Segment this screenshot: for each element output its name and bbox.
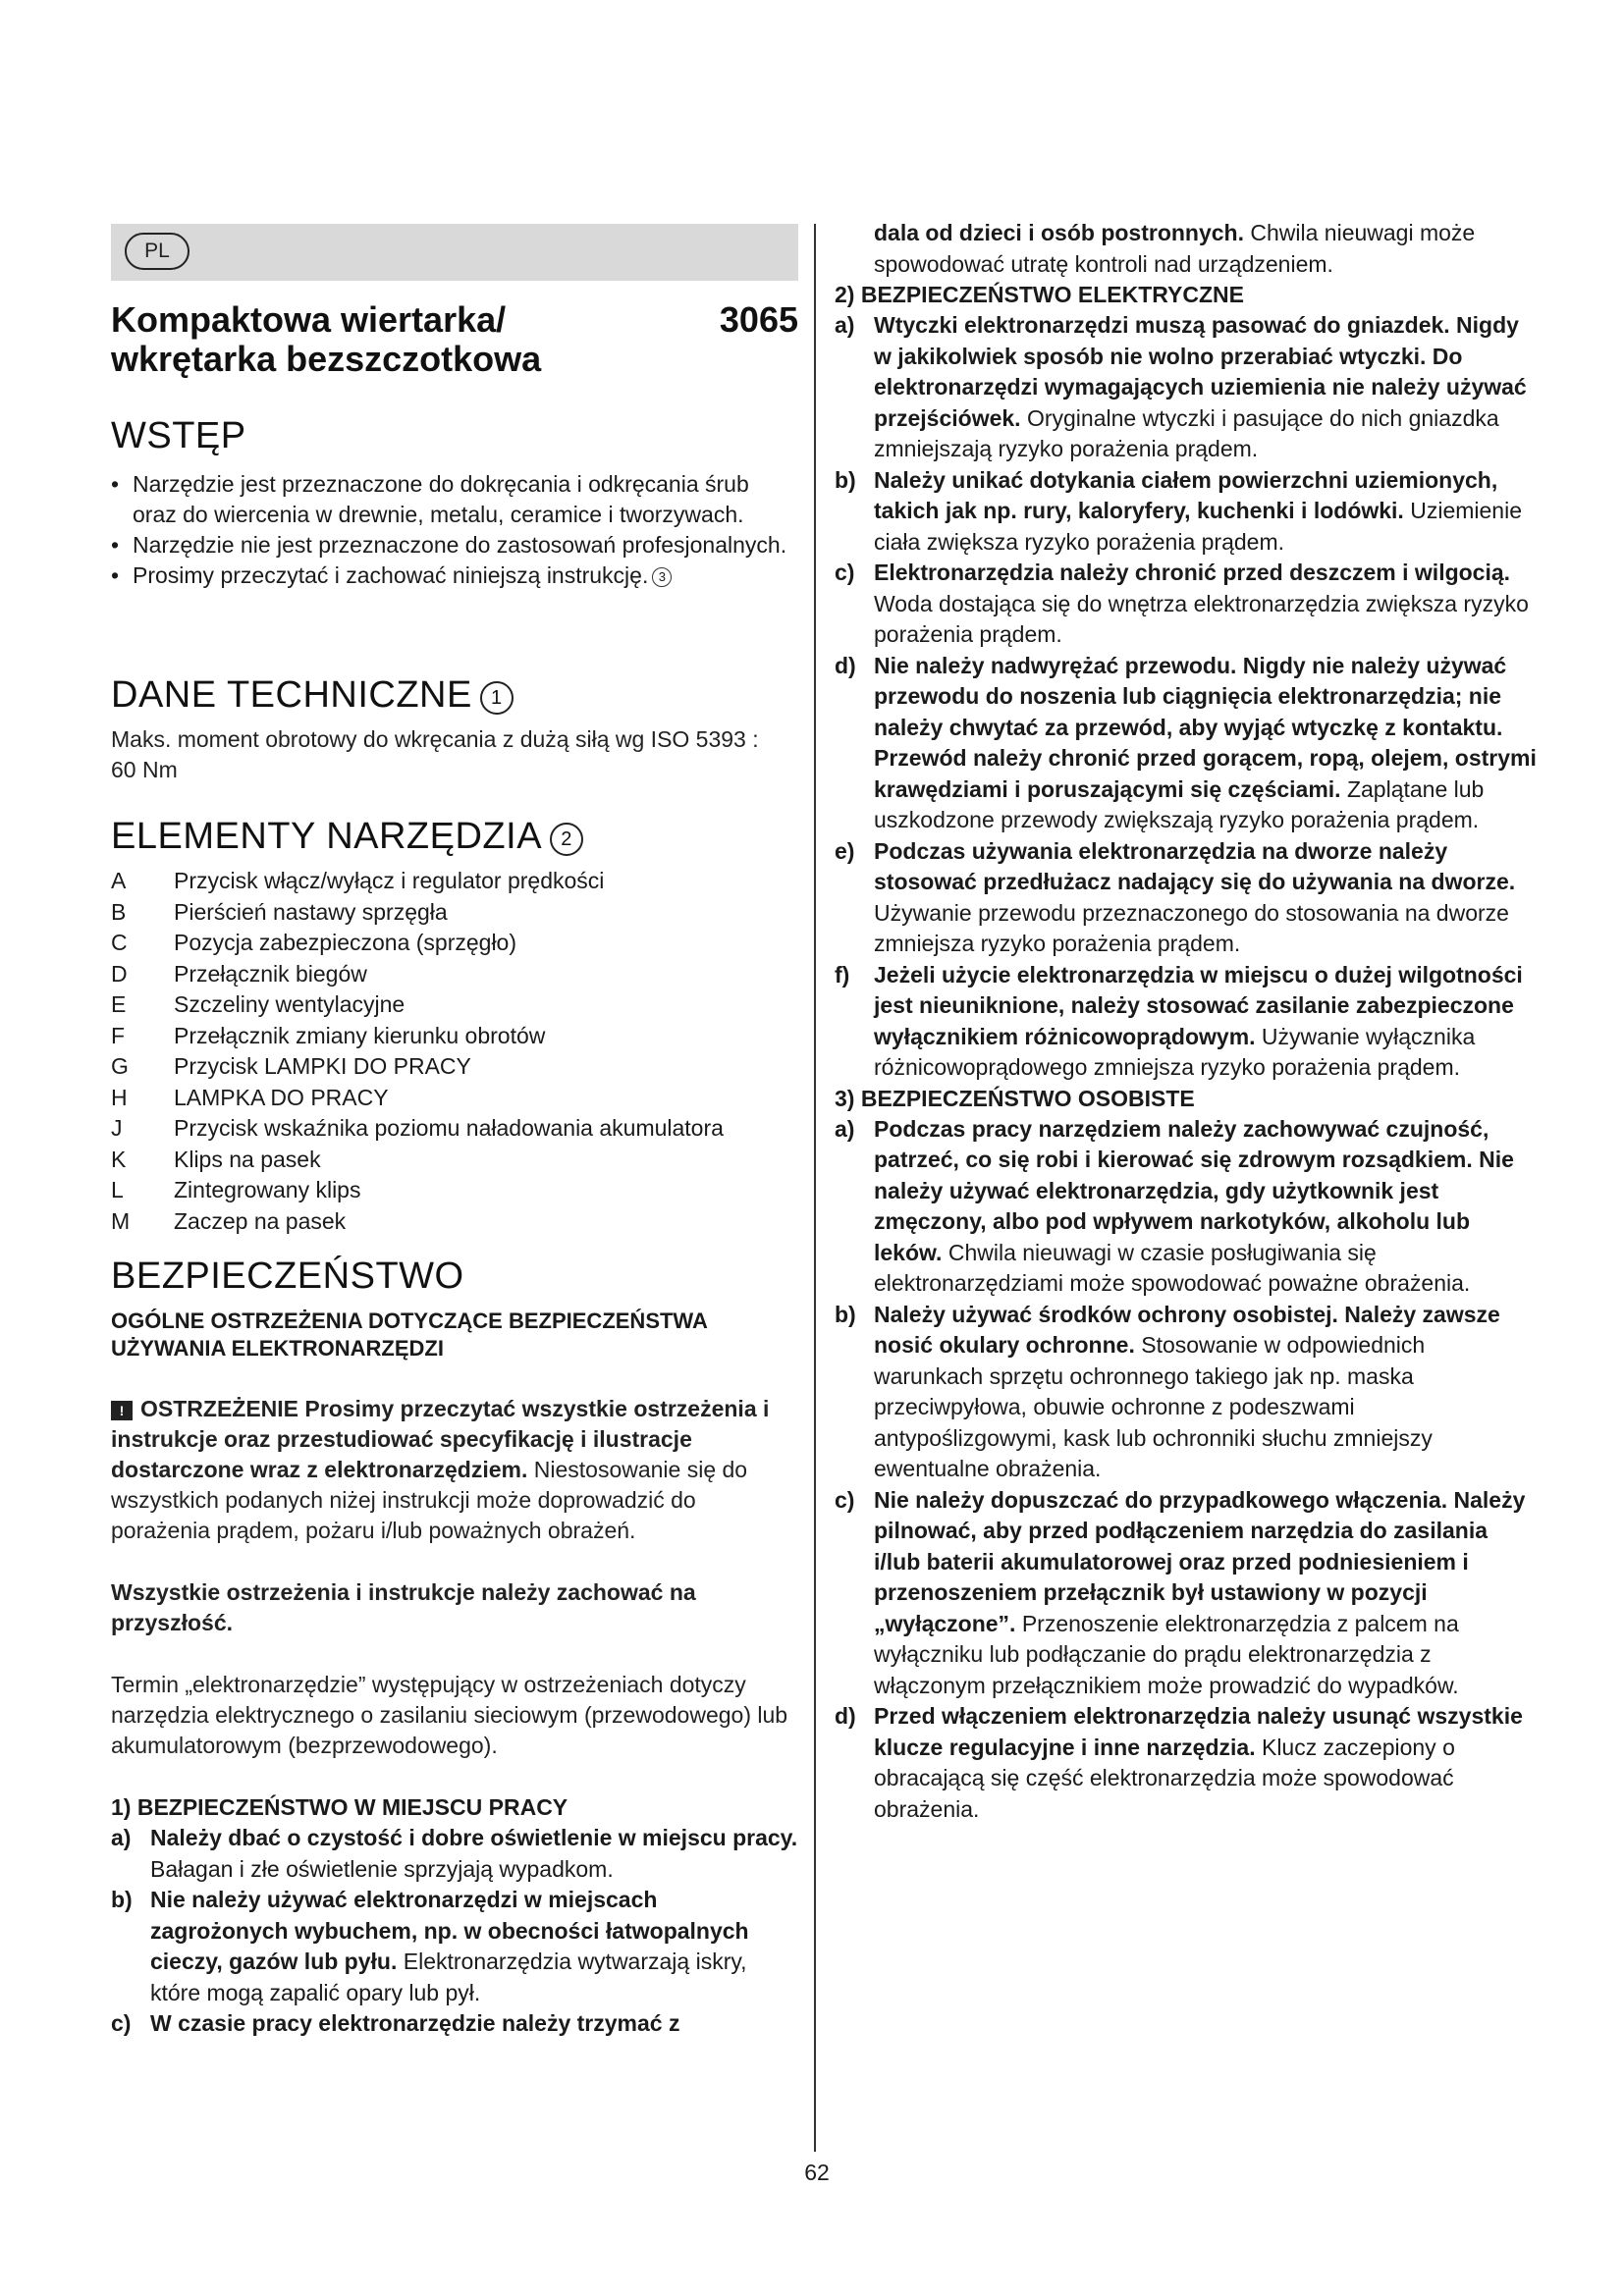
element-key: E: [111, 991, 127, 1017]
elements-section: [111, 815, 818, 1237]
element-value: LAMPKA DO PRACY: [174, 1084, 389, 1110]
rule-label: c): [111, 2010, 132, 2036]
rule-label: a): [835, 1115, 855, 1142]
tech-heading: [111, 673, 798, 717]
figure-ref-3: 3: [652, 567, 672, 587]
element-value: Przełącznik biegów: [174, 960, 367, 987]
rule-1c-continued: [835, 218, 1538, 280]
intro-list: [111, 469, 798, 591]
element-key: B: [111, 898, 127, 925]
rule-3d: [835, 1701, 1538, 1825]
rule-1c: [111, 2008, 798, 2040]
element-row: [111, 959, 818, 990]
element-key: F: [111, 1022, 126, 1048]
term-paragraph: Termin „elektronarzędzie” występujący w ostrzeżeniach dotyczy narzędzia elektrycznego o zasilaniu sieciowym (przewodowego) lub akumulatorowym (bezprzewodowego).: [111, 1672, 788, 1758]
intro-section: [111, 414, 798, 591]
rule-label: c): [835, 560, 855, 585]
element-key: A: [111, 868, 127, 893]
right-column: [835, 218, 1538, 1825]
element-row: [111, 1083, 818, 1114]
element-value: Przełącznik zmiany kierunku obrotów: [174, 1022, 546, 1048]
rule-2e: [835, 836, 1538, 960]
rule-2d: [835, 651, 1538, 836]
intro-bullet: • Narzędzie jest przeznaczone do dokręcania i odkręcania śrub oraz do wiercenia w drewnie, metalu, ceramice i tworzywach.: [111, 469, 798, 530]
rule-2f: [835, 960, 1538, 1084]
rule-text: Przenoszenie elektronarzędzia z palcem na wyłączniku lub podłączanie do prądu elektronarzędzia z włączonym przełącznikiem może prowadzić do wypadków.: [874, 1610, 1459, 1698]
element-key: D: [111, 960, 128, 987]
intro-bullet-text: Prosimy przeczytać i zachować niniejszą instrukcję.: [133, 562, 649, 588]
section-2-title: 2) BEZPIECZEŃSTWO ELEKTRYCZNE: [835, 282, 1244, 307]
warning-paragraph: [111, 1394, 798, 1546]
warning-text: Niestosowanie się do wszystkich podanych niżej instrukcji może doprowadzić do porażenia prądem, pożaru i/lub poważnych obrażeń.: [111, 1457, 748, 1543]
element-value: Zaczep na pasek: [174, 1207, 347, 1234]
elements-heading-text: ELEMENTY NARZĘDZIA: [111, 816, 543, 857]
rule-text: Chwila nieuwagi może spowodować utratę kontroli nad urządzeniem.: [874, 220, 1476, 277]
safety-section: [111, 1255, 798, 2040]
element-key: H: [111, 1084, 128, 1110]
rule-bold: Wtyczki elektronarzędzi muszą pasować do gniazdek. Nigdy w jakikolwiek sposób nie wolno przerabiać wtyczki. Do elektronarzędzi wymagających uziemienia nie należy używać przejściówek.: [874, 312, 1527, 431]
tech-heading-text: DANE TECHNICZNE: [111, 674, 472, 716]
rule-label: c): [835, 1486, 855, 1513]
rule-bold: Nie należy nadwyrężać przewodu. Nigdy nie należy używać przewodu do noszenia lub ciągnięcia elektronarzędzia; nie należy chwytać za przewód, aby wyjąć wtyczkę z kontaktu. Przewód należy chronić przed gorącem, ropą, olejem, ostrymi krawędziami i poruszającymi się częściami.: [874, 652, 1537, 802]
rule-bold: Należy unikać dotykania ciałem powierzchni uziemionych, takich jak np. rury, kaloryfery, kuchenki i lodówki.: [874, 466, 1498, 523]
rule-1b: [111, 1885, 798, 2008]
element-key: L: [111, 1177, 124, 1202]
rule-label: a): [835, 312, 855, 338]
page-number: 62: [804, 2160, 830, 2185]
rule-bold: Nie należy dopuszczać do przypadkowego włączenia. Należy pilnować, aby przed podłączeniem narzędzia do zasilania i/lub baterii akumulatorowej oraz przed podniesieniem i przenoszeniem przełącznik był ustawiony w pozycji „wyłączone”.: [874, 1486, 1526, 1636]
rule-text: Bałagan i złe oświetlenie sprzyjają wypadkom.: [150, 1855, 614, 1882]
rule-3c: [835, 1485, 1538, 1702]
rule-label: e): [835, 837, 855, 864]
tech-text: Maks. moment obrotowy do wkręcania z dużą siłą wg ISO 5393 : 60 Nm: [111, 726, 759, 782]
element-key: G: [111, 1053, 129, 1079]
rule-label: b): [835, 1301, 856, 1327]
tech-section: [111, 673, 798, 785]
element-row: [111, 989, 818, 1021]
intro-bullet: [111, 561, 798, 591]
element-row: [111, 1113, 818, 1145]
rule-bold: W czasie pracy elektronarzędzie należy trzymać z: [150, 2010, 680, 2036]
element-row: [111, 1051, 818, 1083]
rule-bold: dala od dzieci i osób postronnych.: [874, 220, 1244, 245]
rule-bold: Podczas pracy narzędziem należy zachowywać czujność, patrzeć, co się robi i kierować się zdrowym rozsądkiem. Nie należy używać elektronarzędzia, gdy użytkownik jest zmęczony, albo pod wpływem narkotyków, alkoholu lub leków.: [874, 1115, 1514, 1265]
rule-bold: Przed włączeniem elektronarzędzia należy usunąć wszystkie klucze regulacyjne i inne narzędzia.: [874, 1703, 1523, 1760]
element-row: [111, 1206, 818, 1238]
rule-label: b): [835, 466, 856, 493]
rule-3a: [835, 1114, 1538, 1300]
element-key: K: [111, 1146, 127, 1172]
figure-ref-1: 1: [480, 681, 514, 715]
rule-bold: Podczas używania elektronarzędzia na dworze należy stosować przedłużacz nadający się do używania na dworze.: [874, 837, 1516, 894]
rule-text: Używanie przewodu przeznaczonego do stosowania na dworze zmniejsza ryzyko porażenia prądem.: [874, 899, 1509, 956]
warning-icon: !: [111, 1401, 133, 1420]
rule-text: Stosowanie w odpowiednich warunkach sprzętu ochronnego takiego jak np. maska przeciwpyłowa, obuwie ochronne z podeszwami antypoślizgowymi, kask lub ochronniki słuchu zmniejszy ewentualne obrażenia.: [874, 1332, 1433, 1481]
safety-subheading: OGÓLNE OSTRZEŻENIA DOTYCZĄCE BEZPIECZEŃSTWA UŻYWANIA ELEKTRONARZĘDZI: [111, 1308, 708, 1361]
rule-bold: Jeżeli użycie elektronarzędzia w miejscu o dużej wilgotności jest nieuniknione, należy stosować zasilanie zabezpieczone wyłącznikiem różnicowoprądowym.: [874, 961, 1523, 1049]
figure-ref-2: 2: [550, 823, 583, 856]
rule-text: Używanie wyłącznika różnicowoprądowego zmniejsza ryzyko porażenia prądem.: [874, 1023, 1476, 1080]
rule-2c: [835, 558, 1538, 651]
title-row: [111, 300, 798, 379]
rule-bold: Elektronarzędzia należy chronić przed deszczem i wilgocią.: [874, 560, 1511, 585]
rule-2b: [835, 465, 1538, 559]
section-3-title: 3) BEZPIECZEŃSTWO OSOBISTE: [835, 1085, 1195, 1111]
keep-instructions: Wszystkie ostrzeżenia i instrukcje należy zachować na przyszłość.: [111, 1579, 696, 1635]
document-title: Kompaktowa wiertarka/ wkrętarka bezszczotkowa: [111, 299, 542, 379]
rule-text: Uziemienie ciała zwiększa ryzyko porażenia prądem.: [874, 498, 1522, 555]
element-value: Klips na pasek: [174, 1146, 321, 1172]
element-row: [111, 1175, 818, 1206]
rule-label: f): [835, 961, 850, 988]
rule-label: d): [835, 1703, 856, 1729]
element-row: [111, 928, 818, 959]
warning-bold: OSTRZEŻENIE Prosimy przeczytać wszystkie ostrzeżenia i instrukcje oraz przestudiować specyfikację i ilustracje dostarczone wraz z elektronarzędziem.: [111, 1396, 770, 1482]
rule-bold: Należy używać środków ochrony osobistej. Należy zawsze nosić okulary ochronne.: [874, 1301, 1500, 1358]
element-value: Przycisk wskaźnika poziomu naładowania akumulatora: [174, 1115, 724, 1141]
element-row: [111, 866, 818, 897]
element-value: Zintegrowany klips: [174, 1177, 361, 1202]
rule-2a: [835, 310, 1538, 465]
rule-1a: [111, 1823, 798, 1885]
element-value: Pozycja zabezpieczona (sprzęgło): [174, 930, 517, 955]
rule-3b: [835, 1300, 1538, 1485]
intro-bullet: • Narzędzie nie jest przeznaczone do zastosowań profesjonalnych.: [111, 530, 798, 561]
safety-heading: BEZPIECZEŃSTWO: [111, 1255, 464, 1297]
element-key: J: [111, 1115, 123, 1141]
rule-text: Woda dostająca się do wnętrza elektronarzędzia zwiększa ryzyko porażenia prądem.: [874, 590, 1529, 647]
element-value: Przycisk włącz/wyłącz i regulator prędkości: [174, 868, 605, 893]
section-1-title: 1) BEZPIECZEŃSTWO W MIEJSCU PRACY: [111, 1794, 568, 1820]
rule-text: Klucz zaczepiony o obracającą się część elektronarzędzia może spowodować obrażenia.: [874, 1734, 1455, 1822]
rule-text: Chwila nieuwagi w czasie posługiwania się elektronarzędziami może spowodować poważne obrażenia.: [874, 1239, 1471, 1296]
element-key: C: [111, 930, 128, 955]
intro-heading: WSTĘP: [111, 415, 246, 456]
rule-bold: Nie należy używać elektronarzędzi w miejscach zagrożonych wybuchem, np. w obecności łatwopalnych cieczy, gazów lub pyłu.: [150, 1887, 749, 1974]
element-row: [111, 1021, 818, 1052]
elements-list: [111, 866, 818, 1237]
element-value: Szczeliny wentylacyjne: [174, 991, 406, 1017]
rule-text: Oryginalne wtyczki i pasujące do nich gniazdka zmniejszają ryzyko porażenia prądem.: [874, 404, 1499, 461]
language-badge: PL: [125, 233, 189, 270]
rule-label: a): [111, 1825, 132, 1850]
rule-text: Zaplątane lub uszkodzone przewody zwiększają ryzyko porażenia prądem.: [874, 775, 1485, 832]
model-number: 3065: [719, 299, 798, 340]
element-row: [111, 1145, 818, 1176]
element-value: Pierścień nastawy sprzęgła: [174, 898, 448, 925]
element-key: M: [111, 1207, 131, 1234]
rule-label: d): [835, 652, 856, 678]
language-bar: [111, 224, 798, 281]
elements-heading: [111, 815, 818, 858]
rule-text: Elektronarzędzia wytwarzają iskry, które mogą zapalić opary lub pył.: [150, 1949, 747, 2005]
rule-bold: Należy dbać o czystość i dobre oświetlenie w miejscu pracy.: [150, 1825, 798, 1850]
rule-label: b): [111, 1887, 133, 1912]
element-row: [111, 897, 818, 929]
element-value: Przycisk LAMPKI DO PRACY: [174, 1053, 471, 1079]
